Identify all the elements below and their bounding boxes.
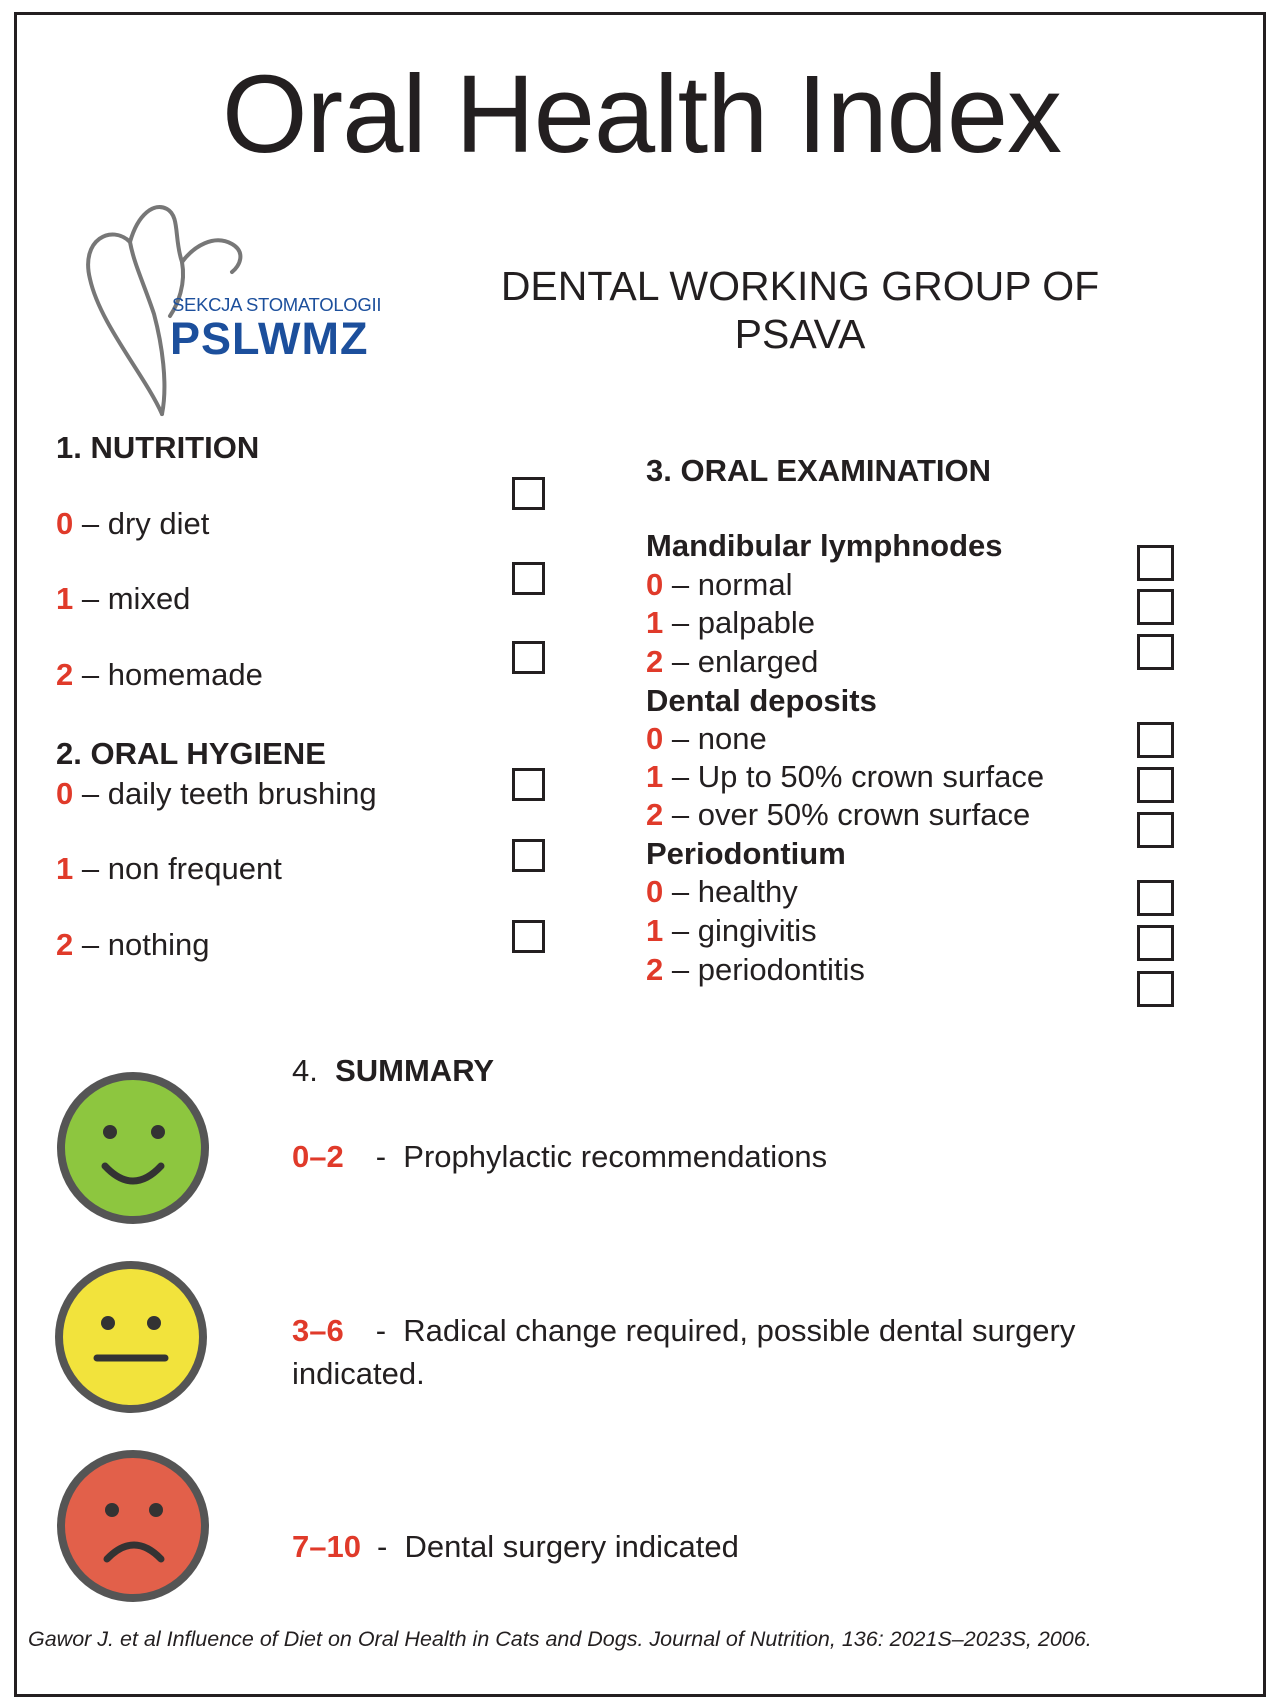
lymph-option-0: 0 – normal — [646, 567, 793, 602]
exam-heading: 3. ORAL EXAMINATION — [646, 453, 992, 488]
page-title: Oral Health Index — [222, 53, 1061, 176]
deposits-checkbox-2[interactable] — [1137, 812, 1174, 848]
lymph-option-2: 2 – enlarged — [646, 644, 819, 679]
hygiene-option-2: 2 – nothing — [56, 927, 210, 962]
group-name — [470, 262, 1130, 358]
hygiene-option-1: 1 – non frequent — [56, 851, 282, 886]
deposits-option-2: 2 – over 50% crown surface — [646, 797, 1031, 832]
group-line1: DENTAL WORKING GROUP OF — [500, 263, 1100, 309]
summary-item-7-10: 7–10 - Dental surgery indicated — [292, 1529, 739, 1564]
nutrition-heading: 1. NUTRITION — [56, 430, 260, 465]
group-line2: PSAVA — [734, 311, 866, 357]
nutrition-option-0: 0 – dry diet — [56, 506, 210, 541]
lymph-option-1: 1 – palpable — [646, 605, 815, 640]
nutrition-checkbox-1[interactable] — [512, 562, 545, 595]
deposits-title: Dental deposits — [646, 683, 877, 718]
nutrition-checkbox-0[interactable] — [512, 477, 545, 510]
perio-title: Periodontium — [646, 836, 846, 871]
perio-option-0: 0 – healthy — [646, 874, 798, 909]
deposits-option-0: 0 – none — [646, 721, 767, 756]
logo-line2: PSLWMZ — [170, 313, 369, 364]
summary-item-3-6: 3–6 - Radical change required, possible dental surgery — [292, 1313, 1076, 1348]
nutrition-checkbox-2[interactable] — [512, 641, 545, 674]
summary-heading: 4. SUMMARY — [292, 1053, 495, 1088]
perio-option-2: 2 – periodontitis — [646, 952, 865, 987]
nutrition-option-1: 1 – mixed — [56, 581, 191, 616]
perio-option-1: 1 – gingivitis — [646, 913, 817, 948]
sad-face-icon — [53, 1446, 213, 1606]
hygiene-checkbox-1[interactable] — [512, 839, 545, 872]
logo-line1: SEKCJA STOMATOLOGII — [172, 294, 382, 315]
deposits-checkbox-0[interactable] — [1137, 722, 1174, 758]
hygiene-checkbox-2[interactable] — [512, 920, 545, 953]
lymph-checkbox-1[interactable] — [1137, 589, 1174, 625]
lymph-title: Mandibular lymphnodes — [646, 528, 1003, 563]
reference-citation: Gawor J. et al Influence of Diet on Oral Health in Cats and Dogs. Journal of Nutrition, 136: 2021S–2023S, 2006. — [28, 1627, 1092, 1651]
lymph-checkbox-2[interactable] — [1137, 634, 1174, 670]
deposits-checkbox-1[interactable] — [1137, 767, 1174, 803]
perio-checkbox-0[interactable] — [1137, 880, 1174, 916]
summary-item-0-2: 0–2 - Prophylactic recommendations — [292, 1139, 828, 1174]
neutral-face-icon — [51, 1257, 211, 1417]
perio-checkbox-2[interactable] — [1137, 971, 1174, 1007]
perio-checkbox-1[interactable] — [1137, 925, 1174, 961]
hygiene-option-0: 0 – daily teeth brushing — [56, 776, 377, 811]
hygiene-checkbox-0[interactable] — [512, 768, 545, 801]
hygiene-heading: 2. ORAL HYGIENE — [56, 736, 326, 771]
nutrition-option-2: 2 – homemade — [56, 657, 263, 692]
lymph-checkbox-0[interactable] — [1137, 545, 1174, 581]
deposits-option-1: 1 – Up to 50% crown surface — [646, 759, 1045, 794]
happy-face-icon — [53, 1068, 213, 1228]
pslwmz-logo — [82, 204, 382, 419]
summary-item-3-6-continued: indicated. — [292, 1356, 425, 1391]
